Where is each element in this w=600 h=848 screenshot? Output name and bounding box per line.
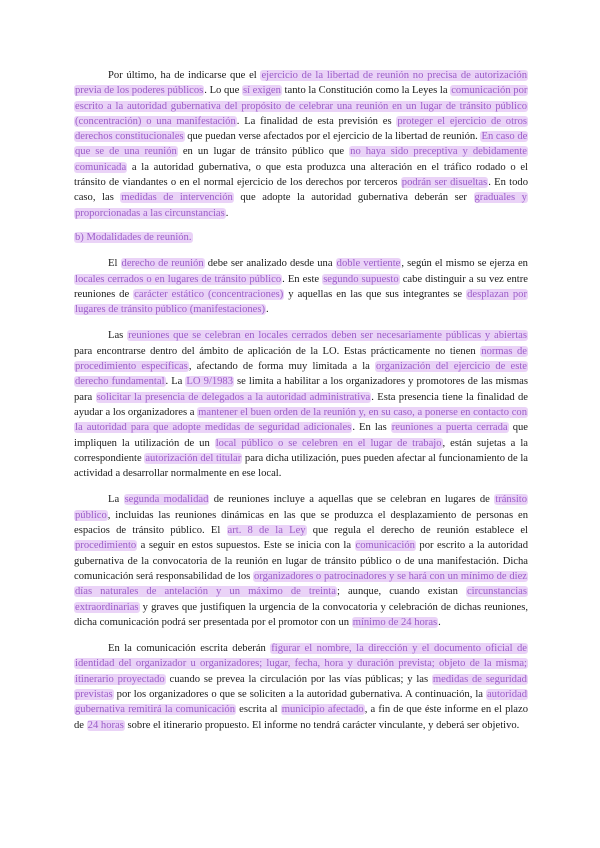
highlighted-text: 24 horas (87, 719, 124, 731)
text-run: En la comunicación escrita deberán (108, 643, 271, 655)
highlighted-text: mínimo de 24 horas (352, 616, 438, 628)
highlighted-text: graduales y proporcionadas a las circunstancias (75, 192, 527, 219)
text-run: por escrito a la autoridad gubernativa de la convocatoria de la reunión en lugar de tránsito público o de una manifestación. Dicha comunicación será responsabilidad de los (74, 540, 528, 582)
text-run: a la autoridad gubernativa, o que esta produzca una alteración en el tráfico rodado o el tránsito de viandantes o en el normal ejercicio de los derechos por terceros (74, 161, 528, 189)
highlighted-text: comunicación (355, 540, 415, 552)
highlighted-text: sí exigen (242, 85, 281, 97)
paragraph-p4 (74, 492, 528, 630)
highlighted-text: reuniones a puerta cerrada (391, 422, 508, 434)
highlighted-text: segundo supuesto (323, 273, 399, 285)
highlighted-text: reuniones que se celebran en locales cerrados deben ser necesariamente públicas y abiertas (128, 330, 527, 342)
text-run: cuando se prevea la circulación por las vías públicas; y las (165, 673, 432, 685)
text-run: debe ser analizado desde una (204, 258, 336, 270)
text-run: sobre el itinerario propuesto. El informe no tendrá carácter vinculante, y deberá ser objetivo. (124, 719, 520, 731)
text-run: Las (108, 330, 128, 342)
text-run: . En todo caso, las (74, 177, 528, 204)
text-run: . La finalidad de esta previsión es (236, 115, 397, 127)
text-run: ; aunque, cuando existan (336, 586, 466, 598)
highlighted-text: locales cerrados o en lugares de tránsito público (75, 273, 282, 285)
highlighted-text: En caso de que se de una reunión (75, 131, 528, 158)
text-run: , a fin de que éste informe en el plazo de (74, 704, 529, 731)
text-run: . En este (282, 273, 323, 285)
text-run: , afectando de forma muy limitada a la (188, 361, 376, 373)
highlighted-text: circunstancias extraordinarias (75, 586, 527, 613)
highlighted-text: podrán ser disueltas (401, 177, 488, 189)
text-run: cabe distinguir a su vez entre reuniones de (74, 273, 528, 300)
highlighted-text: solicitar la presencia de delegados a la autoridad administrativa (96, 391, 371, 403)
text-run: El (108, 258, 121, 270)
paragraph-p3 (74, 328, 528, 481)
highlighted-text: no haya sido preceptiva y debidamente comunicada (75, 146, 527, 173)
highlighted-text: local público o se celebren en el lugar de trabajo (215, 437, 442, 449)
text-run: Por último, ha de indicarse que el (108, 70, 261, 81)
highlighted-text: tránsito público (75, 494, 528, 521)
highlighted-text: carácter estático (concentraciones) (134, 288, 284, 300)
document-body (74, 68, 528, 733)
highlighted-text: desplazan por lugares de tránsito público (manifestaciones) (75, 288, 528, 316)
highlighted-text: b) Modalidades de reunión. (75, 231, 192, 243)
highlighted-text: normas de procedimiento específicas (75, 345, 527, 373)
text-run: . Esta presencia tiene la finalidad de ayudar a los organizadores a (74, 391, 528, 418)
highlighted-text: municipio afectado (281, 704, 364, 716)
highlighted-text: figurar el nombre, la dirección y el documento oficial de identidad del organizador u organizadores; lugar, fecha, hora y duración prevista; objeto de la misma; itinerario proyectado (75, 643, 527, 685)
text-run: que impliquen la utilización de un (74, 422, 528, 449)
highlighted-text: mantener el buen orden de la reunión y, en su caso, a ponerse en contacto con la autoridad para que adopte medidas de seguridad adicionales (75, 406, 527, 434)
highlighted-text: organizadores o patrocinadores y se hará con un mínimo de diez días naturales de antelación y un máximo de treinta (75, 570, 527, 598)
highlighted-text: ejercicio de la libertad de reunión no precisa de autorización previa de los poderes públicos (75, 70, 527, 97)
highlighted-text: derecho de reunión (121, 258, 204, 270)
text-run: de reuniones incluye a aquellas que se celebran en lugares de (209, 494, 495, 506)
text-run: . La (165, 376, 186, 388)
text-run: . (266, 304, 269, 316)
text-run: para dicha utilización, pues pueden afectar al funcionamiento de la actividad a desarrollar normalmente en ese local. (74, 452, 528, 480)
text-run: que adopte la autoridad gubernativa deberán ser (233, 192, 474, 204)
text-run: . (438, 616, 441, 628)
text-run: La (108, 494, 124, 506)
highlighted-text: LO 9/1983 (186, 376, 234, 388)
paragraph-p2 (74, 256, 528, 317)
highlighted-text: autoridad gubernativa remitirá la comunicación (75, 688, 527, 716)
highlighted-text: comunicación por escrito a la autoridad gubernativa del propósito de celebrar una reunión en un lugar de tránsito público (concentración) o una manifestación (75, 85, 528, 127)
text-run: para encontrarse dentro del ámbito de aplicación de la LO. Estas prácticamente no tienen (74, 345, 481, 357)
highlighted-text: segunda modalidad (124, 494, 209, 506)
highlighted-text: medidas de intervención (121, 192, 233, 204)
text-run: que puedan verse afectados por el ejercicio de la libertad de reunión. (184, 131, 481, 143)
text-run: . Lo que (204, 85, 242, 97)
text-run: . En las (352, 422, 391, 434)
section-heading (74, 230, 528, 245)
text-run: que regula el derecho de reunión establece el (306, 525, 528, 537)
highlighted-text: organización del ejercicio de este derecho fundamental (75, 361, 527, 388)
text-run: tanto la Constitución como la Leyes la (281, 85, 451, 97)
text-run: y graves que justifiquen la urgencia de la convocatoria y celebración de dichas reuniones, dicha comunicación podrá ser presentada por el promotor con un (74, 601, 528, 628)
paragraph-p1 (74, 68, 528, 221)
highlighted-text: autorización del titular (145, 452, 242, 464)
text-run: por los organizadores o que se soliciten a la autoridad gubernativa. A continuación, la (113, 688, 486, 700)
paragraph-p5 (74, 641, 528, 733)
text-run: , están sujetas a la correspondiente (74, 437, 528, 464)
highlighted-text: proteger el ejercicio de otros derechos constitucionales (75, 115, 527, 143)
text-run: se limita a habilitar a los organizadores y promotores de las mismas para (74, 376, 528, 403)
text-run: escrita al (236, 704, 281, 716)
highlighted-text: doble vertiente (336, 258, 401, 270)
text-run: y aquellas en las que sus integrantes se (284, 288, 467, 300)
text-run: a seguir en estos supuestos. Este se inicia con la (137, 540, 355, 552)
text-run: , incluidas las reuniones dinámicas en las que se produzca el desplazamiento de personas en espacios de tránsito público. El (74, 509, 528, 537)
highlighted-text: medidas de seguridad previstas (75, 673, 527, 700)
highlighted-text: art. 8 de la Ley (227, 525, 306, 537)
text-run: . (225, 207, 229, 219)
highlighted-text: procedimiento (75, 540, 137, 552)
text-run: en un lugar de tránsito público que (177, 146, 350, 158)
text-run: , según el mismo se ejerza en (401, 258, 528, 270)
